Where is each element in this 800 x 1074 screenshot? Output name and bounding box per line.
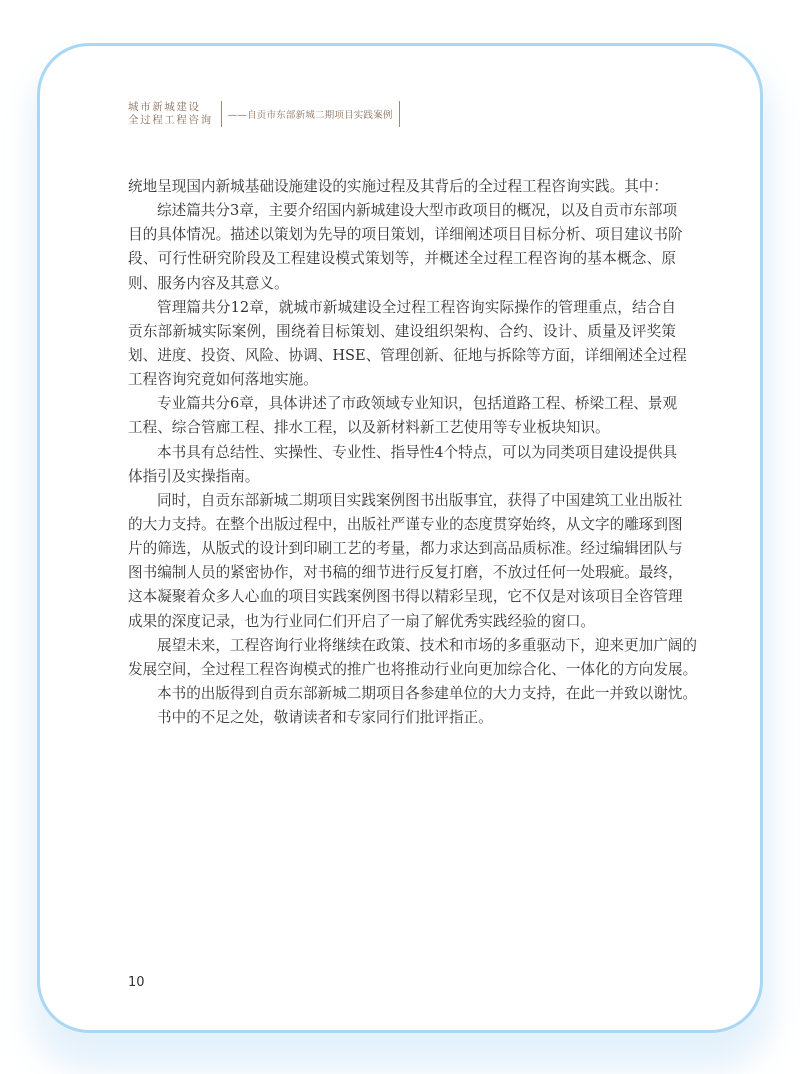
- text-line: 同时，自贡东部新城二期项目实践案例图书出版事宜，获得了中国建筑工业出版社: [157, 491, 683, 509]
- text-line: 成果的深度记录，也为行业同仁们开启了一扇了解优秀实践经验的窗口。: [128, 612, 596, 630]
- text-line: 发展空间，全过程工程咨询模式的推广也将推动行业向更加综合化、一体化的方向发展。: [128, 660, 698, 678]
- text-line: 这本凝聚着众多人心血的项目实践案例图书得以精彩呈现，它不仅是对该项目全咨管理: [128, 588, 683, 606]
- header-divider: [221, 101, 222, 127]
- text-line: 划、进度、投资、风险、协调、HSE、管理创新、征地与拆除等方面，详细阐述全过程: [128, 346, 687, 364]
- book-title-line1: 城市新城建设: [128, 101, 201, 113]
- text-line: 专业篇共分6章，具体讲述了市政领域专业知识，包括道路工程、桥梁工程、景观: [157, 395, 678, 413]
- paragraph: [128, 392, 676, 440]
- body-text: [128, 175, 698, 730]
- paragraph: [128, 441, 676, 489]
- text-line: 统地呈现国内新城基础设施建设的实施过程及其背后的全过程工程咨询实践。其中：: [128, 178, 668, 195]
- paragraph: [128, 682, 697, 706]
- text-line: 本书的出版得到自贡东部新城二期项目各参建单位的大力支持，在此一并致以谢忱。: [157, 684, 697, 702]
- header-divider-end: [399, 101, 400, 127]
- text-line: 片的筛选，从版式的设计到印刷工艺的考量，都力求达到高品质标准。经过编辑团队与: [128, 540, 683, 558]
- text-line: 管理篇共分12章，就城市新城建设全过程工程咨询实际操作的管理重点，结合自: [157, 298, 676, 316]
- paragraph: [128, 489, 683, 634]
- text-line: 的大力支持。在整个出版过程中，出版社严谨专业的态度贯穿始终，从文字的雕琢到图: [128, 515, 683, 533]
- text-line: 则、服务内容及其意义。: [128, 274, 289, 292]
- text-line: 图书编制人员的紧密协作，对书稿的细节进行反复打磨，不放过任何一处瑕疵。最终，: [128, 564, 683, 582]
- paragraph: [128, 296, 687, 393]
- book-page: [37, 43, 763, 1033]
- text-line: 体指引及实操指南。: [128, 467, 260, 485]
- book-title: [128, 101, 213, 127]
- running-header: [128, 101, 400, 127]
- text-line: 综述篇共分3章，主要介绍国内新城建设大型市政项目的概况，以及自贡市东部项: [157, 202, 678, 220]
- text-line: 段、可行性研究阶段及工程建设模式策划等，并概述全过程工程咨询的基本概念、原: [128, 250, 676, 268]
- text-line: 展望未来，工程咨询行业将继续在政策、技术和市场的多重驱动下，迎来更加广阔的: [157, 636, 697, 654]
- paragraph: [128, 634, 698, 682]
- book-subtitle: ——自贡市东部新城二期项目实践案例: [227, 110, 393, 121]
- text-line: 工程咨询究竟如何落地实施。: [128, 371, 318, 389]
- paragraph: [128, 706, 676, 730]
- paragraph: [128, 175, 676, 199]
- text-line: 本书具有总结性、实操性、专业性、指导性4个特点，可以为同类项目建设提供具: [157, 443, 678, 461]
- paragraph: [128, 199, 683, 296]
- book-title-line2: 全过程工程咨询: [128, 114, 213, 126]
- text-line: 贡东部新城实际案例，围绕着目标策划、建设组织架构、合约、设计、质量及评奖策: [128, 322, 676, 340]
- text-line: 工程、综合管廊工程、排水工程，以及新材料新工艺使用等专业板块知识。: [128, 419, 610, 437]
- text-line: 书中的不足之处，敬请读者和专家同行们批评指正。: [157, 709, 493, 727]
- text-line: 目的具体情况。描述以策划为先导的项目策划，详细阐述项目目标分析、项目建议书阶: [128, 226, 683, 244]
- page-number: 10: [128, 975, 145, 990]
